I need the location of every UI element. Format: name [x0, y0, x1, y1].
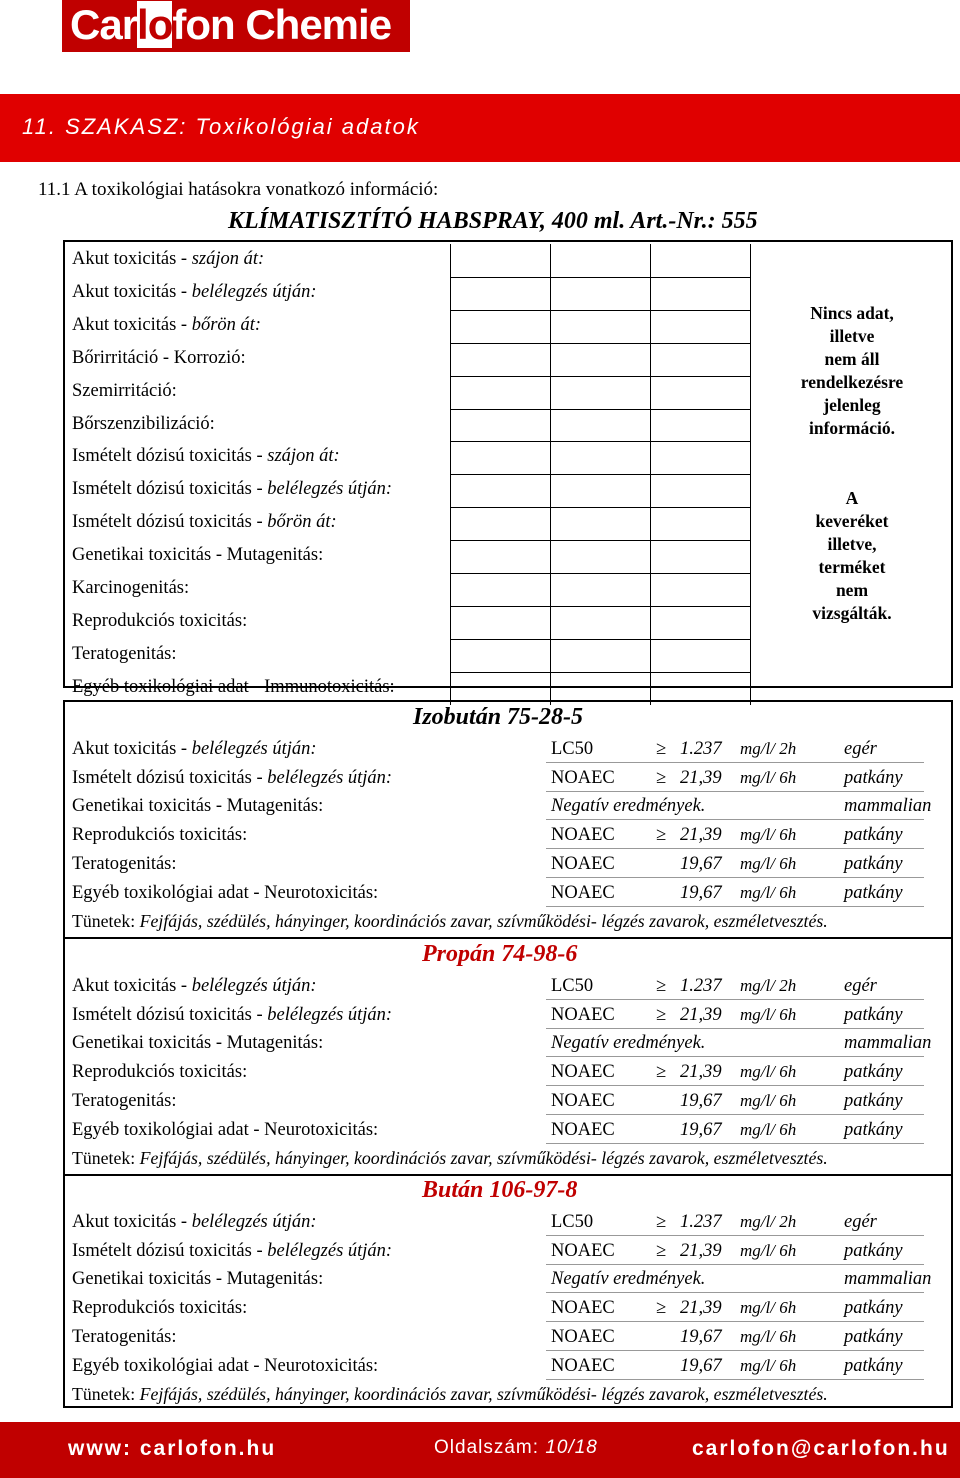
- row-label-route: bőrön át:: [191, 314, 262, 335]
- test-species: patkány: [844, 1062, 903, 1083]
- test-unit: mg/l/ 6h: [740, 825, 797, 845]
- test-unit: mg/l/ 6h: [740, 1298, 797, 1318]
- row-underline: [546, 1292, 924, 1293]
- row-label-main: Ismételt dózisú toxicitás -: [72, 479, 268, 500]
- component-row-label: [72, 1355, 378, 1377]
- page-number: 10/18: [545, 1437, 598, 1458]
- test-species: patkány: [844, 825, 903, 846]
- note-line: jelenleg: [823, 395, 881, 415]
- row-label-route: szájon át:: [267, 446, 340, 467]
- component-row-label: [72, 824, 247, 846]
- test-species: mammalian: [844, 796, 932, 817]
- row-label-route: belélegzés útján:: [191, 281, 317, 302]
- result-text: Negatív eredmények.: [551, 796, 706, 817]
- table-row-line: [450, 474, 750, 475]
- product-row-label: [72, 643, 177, 665]
- brand-post: fon Chemie: [172, 1, 392, 48]
- symptoms-label: Tünetek:: [72, 1384, 136, 1405]
- row-underline: [546, 999, 924, 1000]
- row-label-main: Bőrirritáció - Korrozió:: [72, 347, 246, 368]
- test-type: NOAEC: [551, 1090, 615, 1111]
- test-type: NOAEC: [551, 853, 615, 874]
- component-row-label: [72, 1297, 247, 1319]
- note-line: terméket: [818, 557, 886, 577]
- test-species: egér: [844, 739, 877, 759]
- test-species: patkány: [844, 853, 903, 874]
- row-label-main: Akut toxicitás -: [72, 281, 192, 302]
- test-value: 21,39: [680, 825, 722, 846]
- row-label-main: Ismételt dózisú toxicitás -: [72, 1240, 268, 1261]
- component-title: Bután 106-97-8: [422, 1177, 578, 1203]
- table-row-line: [450, 507, 750, 508]
- symptoms-row: [72, 1147, 828, 1169]
- result-text: Negatív eredmények.: [551, 1269, 706, 1290]
- greater-equal-icon: ≥: [656, 1212, 667, 1232]
- row-label-main: Szemirritáció:: [72, 380, 177, 401]
- row-underline: [546, 1085, 924, 1086]
- component-row-label: [72, 853, 177, 875]
- row-label-main: Ismételt dózisú toxicitás -: [72, 1004, 268, 1025]
- test-unit: mg/l/ 6h: [740, 1326, 797, 1346]
- row-underline: [546, 877, 924, 878]
- row-label-main: Ismételt dózisú toxicitás -: [72, 767, 268, 788]
- row-label-main: Genetikai toxicitás - Mutagenitás:: [72, 1033, 324, 1054]
- symptoms-row: [72, 1383, 828, 1405]
- component-row-label: [72, 795, 323, 817]
- row-label-main: Genetikai toxicitás - Mutagenitás:: [72, 796, 324, 817]
- row-label-route: belélegzés útján:: [191, 1212, 317, 1232]
- row-label-route: belélegzés útján:: [267, 479, 393, 500]
- row-label-main: Reprodukciós toxicitás:: [72, 1062, 248, 1083]
- component-row-label: [72, 1061, 247, 1083]
- test-value: 21,39: [680, 767, 722, 788]
- symptoms-label: Tünetek:: [72, 1148, 136, 1169]
- test-unit: mg/l/ 6h: [740, 853, 797, 873]
- test-type: NOAEC: [551, 1119, 615, 1140]
- footer-page: [434, 1437, 598, 1459]
- symptoms-text: Fejfájás, szédülés, hányinger, koordinációs zavar, szívműködési- légzés zavarok, eszméletvesztés.: [139, 911, 828, 932]
- test-value: 21,39: [680, 1298, 722, 1319]
- greater-equal-icon: ≥: [656, 976, 667, 996]
- greater-equal-icon: ≥: [656, 767, 667, 788]
- table-row-line: [450, 376, 750, 377]
- test-type: LC50: [551, 1212, 594, 1232]
- test-unit: mg/l/ 6h: [740, 1004, 797, 1024]
- test-type: NOAEC: [551, 767, 615, 788]
- test-type: NOAEC: [551, 1326, 615, 1347]
- row-underline: [546, 1350, 924, 1351]
- greater-equal-icon: ≥: [656, 1062, 667, 1083]
- row-label-main: Akut toxicitás -: [72, 249, 192, 269]
- component-row-label: [72, 1090, 177, 1112]
- test-unit: mg/l/ 2h: [740, 1212, 797, 1231]
- greater-equal-icon: ≥: [656, 825, 667, 846]
- row-label-main: Reprodukciós toxicitás:: [72, 825, 248, 846]
- note-line: illetve: [829, 326, 875, 346]
- row-underline: [546, 1264, 924, 1265]
- section-title: 11. SZAKASZ: Toxikológiai adatok: [22, 114, 420, 139]
- component-row-label: [72, 1268, 323, 1290]
- table-row-line: [450, 277, 750, 278]
- row-label-route: belélegzés útján:: [267, 1004, 393, 1025]
- test-type: NOAEC: [551, 882, 615, 903]
- brand-pre: Car: [70, 1, 138, 48]
- row-underline: [546, 1235, 924, 1236]
- result-text: Negatív eredmények.: [551, 1033, 706, 1054]
- row-label-main: Teratogenitás:: [72, 1090, 177, 1111]
- row-underline: [546, 848, 924, 849]
- test-value: 21,39: [680, 1004, 722, 1025]
- greater-equal-icon: ≥: [656, 739, 667, 759]
- table-row-line: [450, 441, 750, 442]
- row-label-main: Egyéb toxikológiai adat - Neurotoxicitás:: [72, 882, 379, 903]
- greater-equal-icon: ≥: [656, 1004, 667, 1025]
- row-label-main: Teratogenitás:: [72, 853, 177, 874]
- test-unit: mg/l/ 2h: [740, 739, 797, 758]
- symptoms-label: Tünetek:: [72, 911, 136, 932]
- note-line: nem: [835, 580, 869, 600]
- note-line: illetve,: [827, 534, 877, 554]
- component-row-label: [72, 1326, 177, 1348]
- symptoms-text: Fejfájás, szédülés, hányinger, koordinációs zavar, szívműködési- légzés zavarok, eszméletvesztés.: [139, 1384, 828, 1405]
- product-row-label: [72, 380, 177, 402]
- test-type: NOAEC: [551, 1004, 615, 1025]
- row-label-route: belélegzés útján:: [267, 1240, 393, 1261]
- component-row-label: [72, 1004, 392, 1026]
- row-label-main: Reprodukciós toxicitás:: [72, 610, 248, 631]
- row-label-route: bőrön át:: [267, 512, 337, 533]
- test-type: LC50: [551, 739, 594, 759]
- product-row-label: [72, 577, 189, 599]
- row-label-main: Egyéb toxikológiai adat - Neurotoxicitás:: [72, 1355, 379, 1376]
- row-label-main: Karcinogenitás:: [72, 578, 190, 598]
- note-line: rendelkezésre: [800, 372, 904, 392]
- product-row-label: [72, 413, 215, 435]
- test-value: 19,67: [680, 1355, 722, 1376]
- row-underline: [546, 1114, 924, 1115]
- table-row-line: [450, 409, 750, 410]
- product-row-label: [72, 511, 337, 533]
- table-row-line: [450, 573, 750, 574]
- row-label-main: Bőrszenzibilizáció:: [72, 413, 215, 434]
- test-value: 1.237: [680, 739, 722, 759]
- test-unit: mg/l/ 6h: [740, 1355, 797, 1375]
- product-row-label: [72, 610, 247, 632]
- test-type: NOAEC: [551, 1240, 615, 1261]
- row-label-main: Teratogenitás:: [72, 643, 177, 664]
- test-species: patkány: [844, 1090, 903, 1111]
- component-row-label: [72, 1119, 378, 1141]
- greater-equal-icon: ≥: [656, 1240, 667, 1261]
- footer-website[interactable]: www: carlofon.hu: [68, 1437, 277, 1460]
- component-row-label: [72, 882, 378, 904]
- test-value: 21,39: [680, 1062, 722, 1083]
- test-unit: mg/l/ 6h: [740, 767, 797, 787]
- row-label-main: Ismételt dózisú toxicitás -: [72, 512, 268, 533]
- row-label-main: Egyéb toxikológiai adat - Immunotoxicitás:: [72, 676, 395, 697]
- test-species: egér: [844, 1212, 877, 1232]
- row-label-main: Genetikai toxicitás - Mutagenitás:: [72, 1269, 324, 1290]
- table-row-line: [450, 672, 750, 673]
- row-label-main: Teratogenitás:: [72, 1326, 177, 1347]
- row-label-main: Egyéb toxikológiai adat - Neurotoxicitás:: [72, 1119, 379, 1140]
- component-row-label: [72, 767, 392, 789]
- product-row-label: [72, 676, 395, 698]
- table-row-line: [450, 540, 750, 541]
- table-row-line: [450, 343, 750, 344]
- component-title: Propán 74-98-6: [422, 941, 578, 967]
- row-label-main: Genetikai toxicitás - Mutagenitás:: [72, 545, 324, 566]
- table-row-line: [450, 310, 750, 311]
- table-row-line: [450, 639, 750, 640]
- symptoms-text: Fejfájás, szédülés, hányinger, koordinációs zavar, szívműködési- légzés zavarok, eszméletvesztés.: [139, 1148, 828, 1169]
- note-line: nem áll: [824, 349, 880, 369]
- row-label-main: Akut toxicitás -: [72, 1212, 192, 1232]
- component-title: Izobután 75-28-5: [413, 704, 584, 730]
- row-underline: [546, 819, 924, 820]
- symptoms-row: [72, 910, 828, 932]
- brand-mid: lo: [137, 1, 173, 48]
- row-underline: [546, 1028, 924, 1029]
- footer-email[interactable]: carlofon@carlofon.hu: [692, 1437, 950, 1460]
- row-label-main: Akut toxicitás -: [72, 976, 192, 996]
- test-species: patkány: [844, 1119, 903, 1140]
- brand-name: [70, 0, 391, 50]
- test-type: NOAEC: [551, 1062, 615, 1083]
- component-row-label: [72, 975, 317, 997]
- test-type: NOAEC: [551, 1355, 615, 1376]
- test-value: 21,39: [680, 1240, 722, 1261]
- test-species: mammalian: [844, 1033, 932, 1054]
- component-separator: [65, 937, 951, 939]
- test-value: 19,67: [680, 1119, 722, 1140]
- test-type: NOAEC: [551, 825, 615, 846]
- row-label-route: szájon át:: [191, 249, 265, 269]
- product-row-label: [72, 445, 340, 467]
- page-label: Oldalszám:: [434, 1437, 546, 1458]
- component-row-label: [72, 1240, 392, 1262]
- product-row-label: [72, 248, 264, 270]
- note-line: vizsgálták.: [812, 603, 892, 623]
- test-value: 19,67: [680, 853, 722, 874]
- row-label-route: belélegzés útján:: [267, 767, 393, 788]
- test-unit: mg/l/ 2h: [740, 976, 797, 995]
- test-unit: mg/l/ 6h: [740, 1062, 797, 1082]
- row-underline: [546, 1321, 924, 1322]
- component-row-label: [72, 1032, 323, 1054]
- test-type: LC50: [551, 976, 594, 996]
- test-unit: mg/l/ 6h: [740, 1119, 797, 1139]
- test-species: patkány: [844, 1298, 903, 1319]
- row-underline: [546, 1143, 924, 1144]
- row-label-main: Ismételt dózisú toxicitás -: [72, 446, 268, 467]
- row-label-main: Akut toxicitás -: [72, 739, 192, 759]
- test-unit: mg/l/ 6h: [740, 1240, 797, 1260]
- note-line: A: [845, 488, 859, 508]
- component-row-label: [72, 738, 317, 760]
- component-separator: [65, 1174, 951, 1176]
- product-row-label: [72, 347, 246, 369]
- test-value: 1.237: [680, 1212, 722, 1232]
- test-species: egér: [844, 976, 877, 996]
- row-underline: [546, 762, 924, 763]
- row-label-route: belélegzés útján:: [191, 976, 317, 996]
- table-row-line: [450, 606, 750, 607]
- test-value: 19,67: [680, 882, 722, 903]
- test-value: 19,67: [680, 1326, 722, 1347]
- row-label-main: Akut toxicitás -: [72, 314, 192, 335]
- test-species: patkány: [844, 1326, 903, 1347]
- test-value: 19,67: [680, 1090, 722, 1111]
- test-value: 1.237: [680, 976, 722, 996]
- test-species: patkány: [844, 1240, 903, 1261]
- subheading: 11.1 A toxikológiai hatásokra vonatkozó információ:: [38, 179, 439, 200]
- row-underline: [546, 791, 924, 792]
- row-underline: [546, 1056, 924, 1057]
- product-row-label: [72, 281, 317, 303]
- test-unit: mg/l/ 6h: [740, 882, 797, 902]
- note-line: információ.: [808, 418, 896, 438]
- product-row-label: [72, 544, 323, 566]
- test-type: NOAEC: [551, 1298, 615, 1319]
- test-species: mammalian: [844, 1269, 932, 1290]
- test-species: patkány: [844, 1004, 903, 1025]
- test-species: patkány: [844, 1355, 903, 1376]
- product-row-label: [72, 314, 261, 336]
- row-underline: [546, 906, 924, 907]
- note-line: keveréket: [815, 511, 889, 531]
- row-label-route: belélegzés útján:: [191, 739, 317, 759]
- table-column-line: [750, 244, 751, 705]
- row-underline: [546, 1379, 924, 1380]
- test-species: patkány: [844, 767, 903, 788]
- product-row-label: [72, 478, 392, 500]
- test-species: patkány: [844, 882, 903, 903]
- note-line: Nincs adat,: [810, 303, 894, 323]
- row-label-main: Reprodukciós toxicitás:: [72, 1298, 248, 1319]
- product-title: KLÍMATISZTÍTÓ HABSPRAY, 400 ml. Art.-Nr.: 555: [228, 208, 758, 234]
- test-unit: mg/l/ 6h: [740, 1090, 797, 1110]
- greater-equal-icon: ≥: [656, 1298, 667, 1319]
- component-row-label: [72, 1211, 317, 1233]
